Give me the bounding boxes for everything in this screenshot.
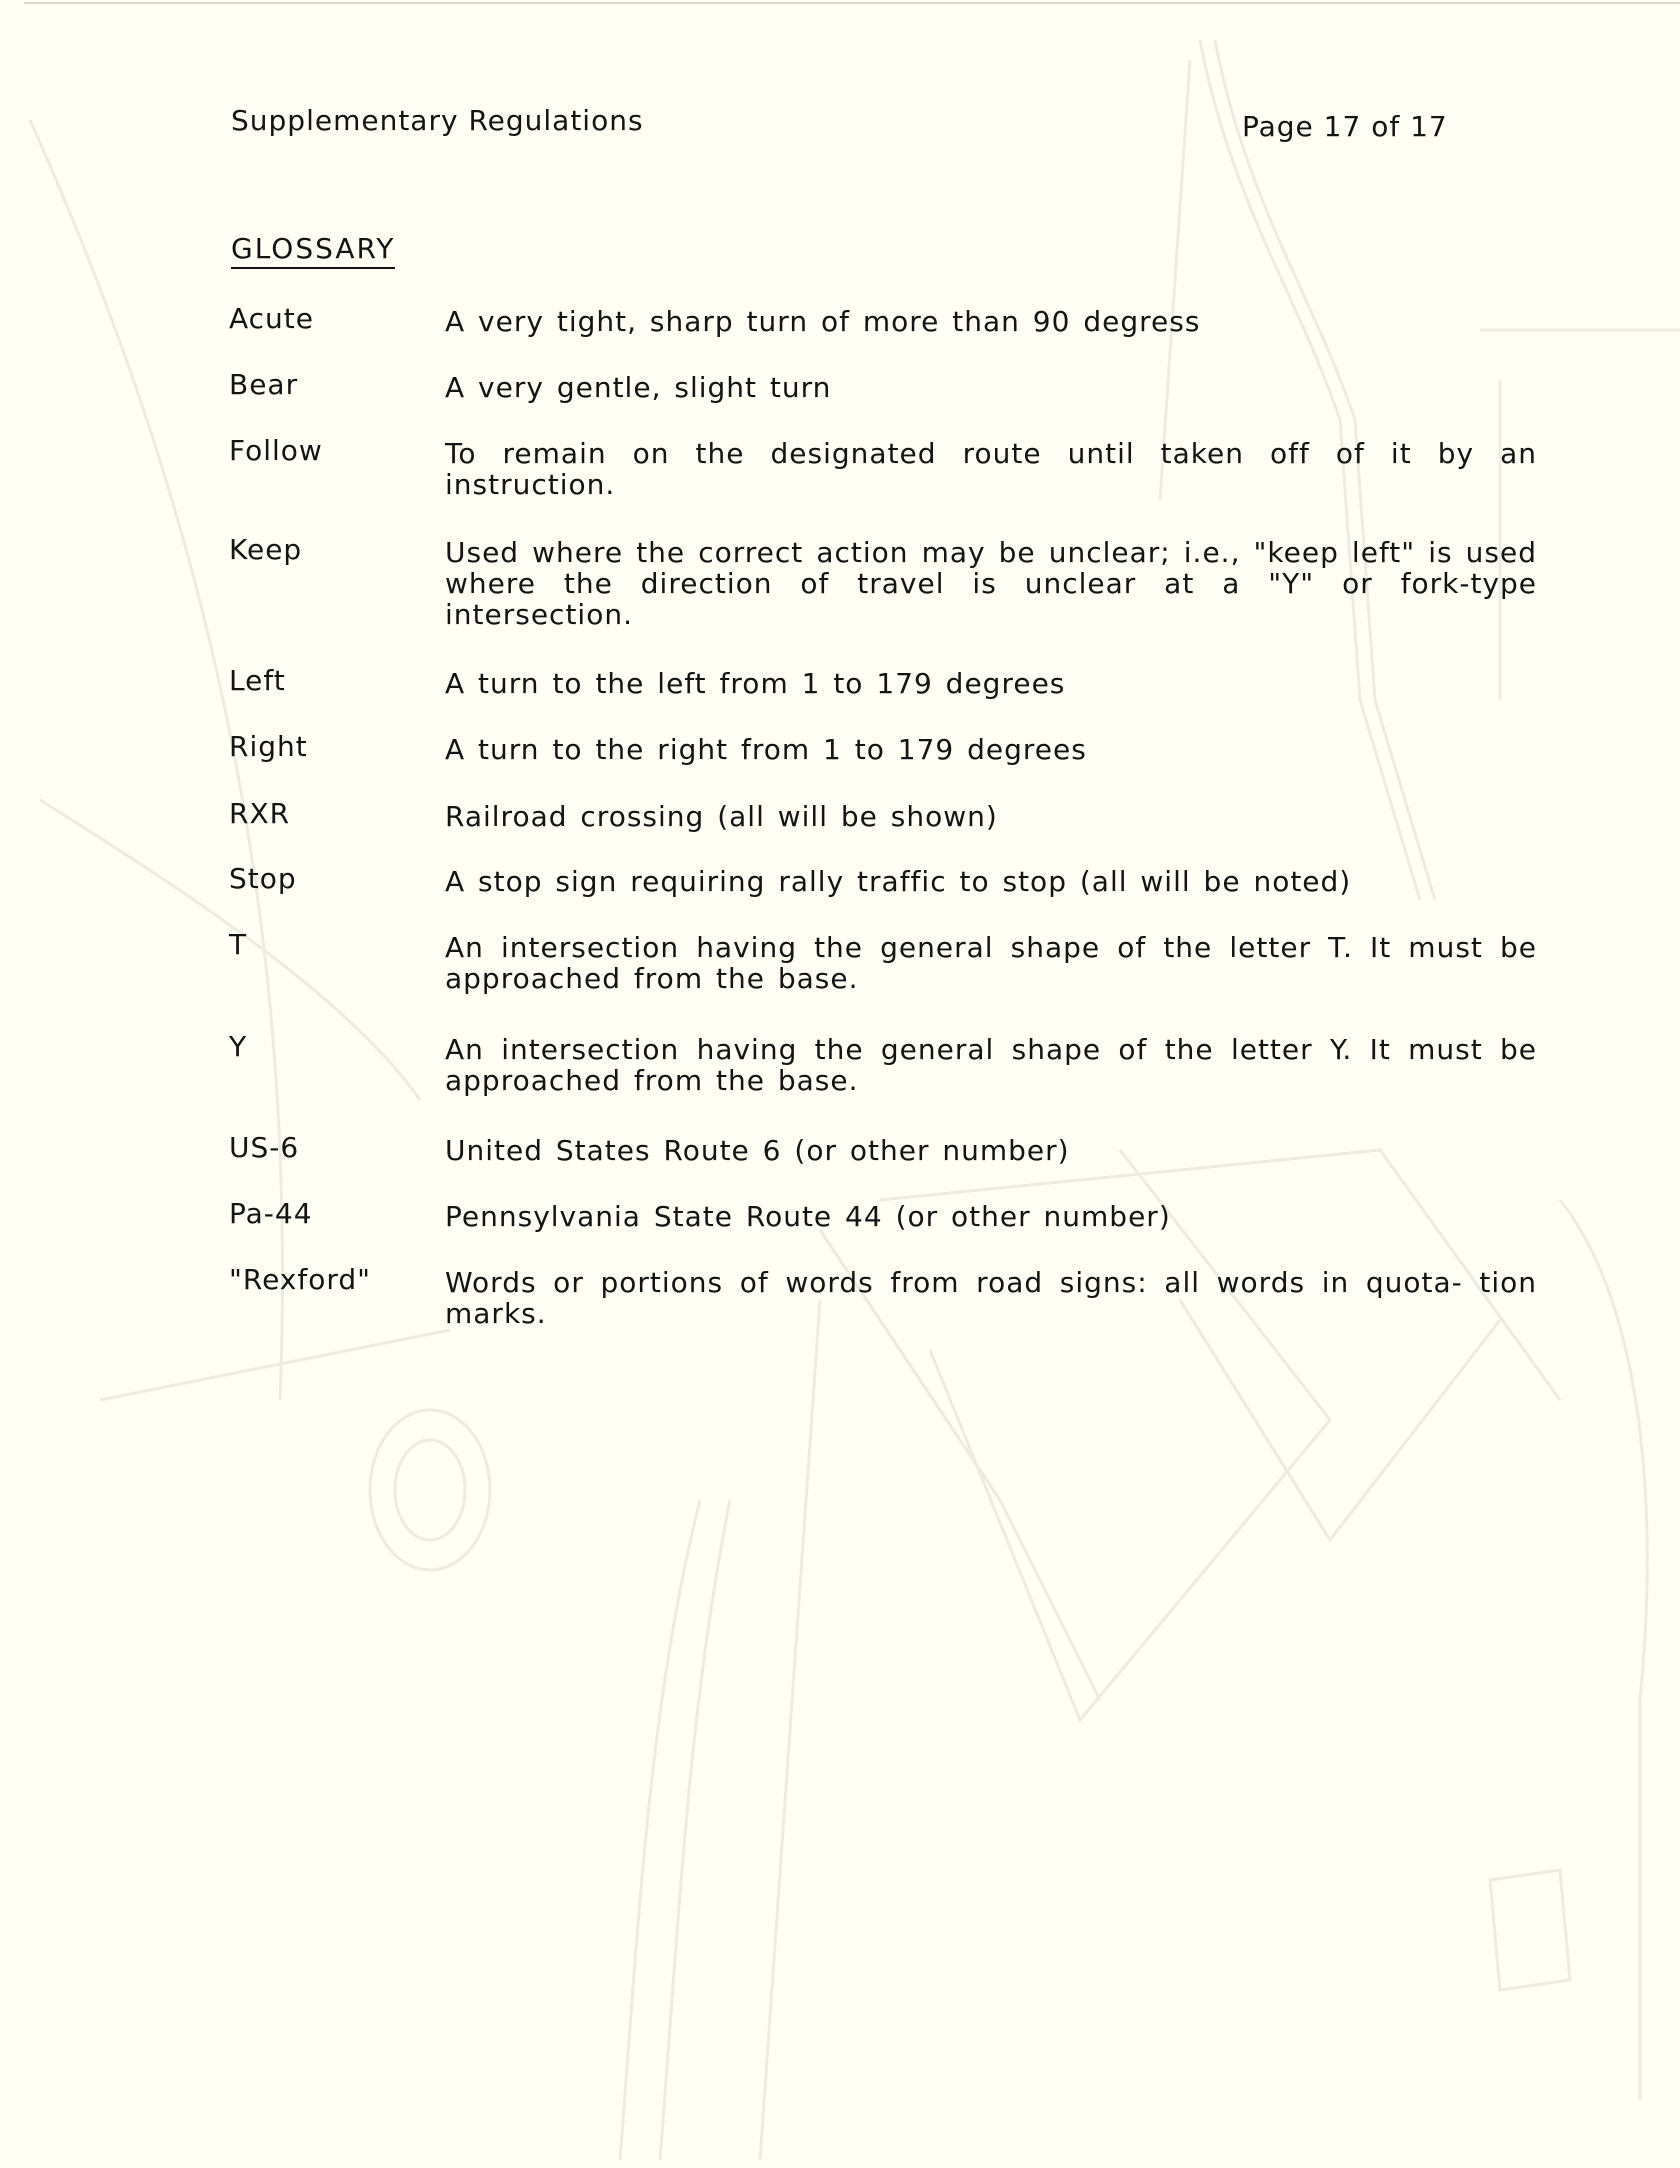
glossary-term: Keep (229, 533, 303, 566)
scan-edge-line (24, 2, 1680, 4)
page-number: Page 17 of 17 (1242, 110, 1448, 143)
glossary-term: T (229, 928, 248, 961)
glossary-term: Stop (229, 862, 297, 895)
glossary-definition: A very gentle, slight turn (445, 371, 832, 404)
glossary-definition: To remain on the designated route until taken off of it by an instruction. (445, 437, 1537, 501)
glossary-definition: An intersection having the general shape of the letter T. It must be approached from the base. (445, 931, 1537, 995)
glossary-definition: A stop sign requiring rally traffic to stop (all will be noted) (445, 865, 1352, 898)
glossary-term: Follow (229, 434, 323, 467)
glossary-heading: GLOSSARY (231, 233, 395, 269)
glossary-definition: Railroad crossing (all will be shown) (445, 800, 998, 833)
glossary-definition: A very tight, sharp turn of more than 90 degress (445, 305, 1201, 338)
glossary-term: Pa-44 (229, 1197, 313, 1230)
glossary-definition: A turn to the right from 1 to 179 degrees (445, 733, 1087, 766)
glossary-term: Bear (229, 368, 299, 401)
glossary-definition: Pennsylvania State Route 44 (or other number) (445, 1200, 1171, 1233)
glossary-definition: United States Route 6 (or other number) (445, 1134, 1070, 1167)
glossary-definition: A turn to the left from 1 to 179 degrees (445, 667, 1066, 700)
glossary-definition: An intersection having the general shape of the letter Y. It must be approached from the base. (445, 1033, 1537, 1097)
glossary-term: US-6 (229, 1131, 300, 1164)
glossary-term: Y (229, 1030, 248, 1063)
glossary-definition: Words or portions of words from road signs: all words in quota- tion marks. (445, 1266, 1537, 1330)
glossary-term: Right (229, 730, 308, 763)
glossary-term: Left (229, 664, 286, 697)
glossary-term: "Rexford" (229, 1263, 372, 1296)
glossary-term: RXR (229, 797, 291, 830)
glossary-term: Acute (229, 302, 315, 335)
document-title: Supplementary Regulations (231, 104, 644, 137)
glossary-definition: Used where the correct action may be unclear; i.e., "keep left" is used where the direction of travel is unclear at a "Y" or fork-type intersection. (445, 536, 1537, 631)
